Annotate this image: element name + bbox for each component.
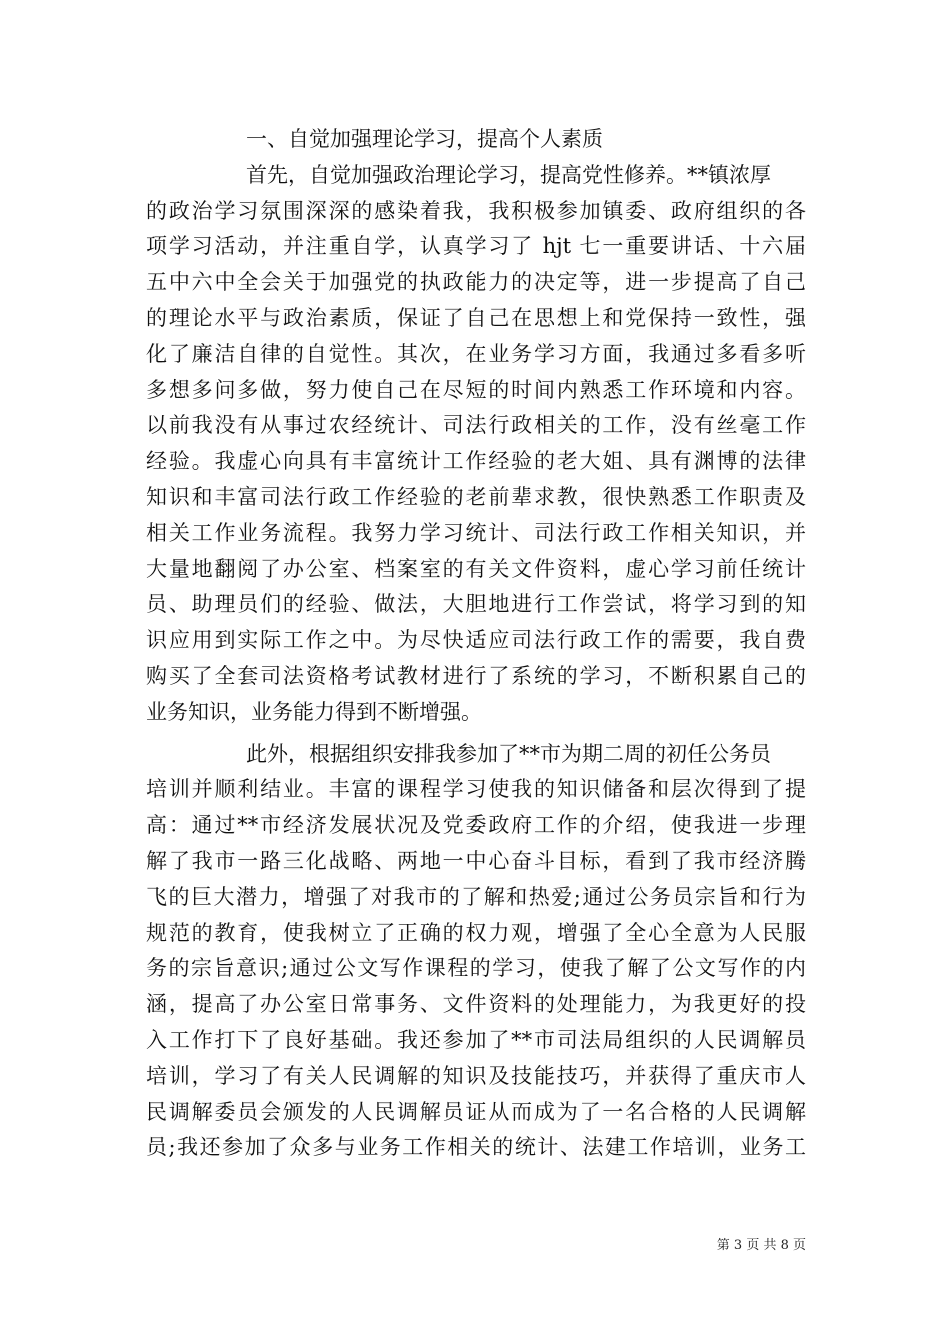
paragraph-line: 业务知识，业务能力得到不断增强。: [146, 699, 482, 724]
paragraph-line: 务的宗旨意识;通过公文写作课程的学习，使我了解了公文写作的内: [146, 956, 806, 981]
paragraph-line: 购买了全套司法资格考试教材进行了系统的学习，不断积累自己的: [146, 663, 806, 688]
paragraph-line: 此外，根据组织安排我参加了**市为期二周的初任公务员: [246, 741, 771, 766]
paragraph-line: 飞的巨大潜力，增强了对我市的了解和热爱;通过公务员宗旨和行为: [146, 884, 806, 909]
paragraph-line: 民调解委员会颁发的人民调解员证从而成为了一名合格的人民调解: [146, 1099, 806, 1124]
paragraph-line: 项学习活动，并注重自学，认真学习了 hjt 七一重要讲话、十六届: [146, 234, 806, 259]
paragraph-1: [146, 158, 806, 731]
paragraph-line: 五中六中全会关于加强党的执政能力的决定等，进一步提高了自己: [146, 270, 806, 295]
paragraph-line: 经验。我虚心向具有丰富统计工作经验的老大姐、具有渊博的法律: [146, 449, 806, 474]
paragraph-line: 规范的教育，使我树立了正确的权力观，增强了全心全意为人民服: [146, 920, 806, 945]
paragraph-line: 解了我市一路三化战略、两地一中心奋斗目标，看到了我市经济腾: [146, 848, 806, 873]
paragraph-line: 知识和丰富司法行政工作经验的老前辈求教，很快熟悉工作职责及: [146, 484, 806, 509]
paragraph-line: 入工作打下了良好基础。我还参加了**市司法局组织的人民调解员: [146, 1027, 806, 1052]
paragraph-line: 相关工作业务流程。我努力学习统计、司法行政工作相关知识，并: [146, 520, 806, 545]
paragraph-line: 高：通过**市经济发展状况及党委政府工作的介绍，使我进一步理: [146, 813, 806, 838]
paragraph-line: 以前我没有从事过农经统计、司法行政相关的工作，没有丝毫工作: [146, 413, 806, 438]
paragraph-line: 员;我还参加了众多与业务工作相关的统计、法建工作培训，业务工: [146, 1135, 806, 1160]
paragraph-line: 员、助理员们的经验、做法，大胆地进行工作尝试，将学习到的知: [146, 592, 806, 617]
paragraph-line: 多想多问多做，努力使自己在尽短的时间内熟悉工作环境和内容。: [146, 377, 806, 402]
paragraph-line: 培训，学习了有关人民调解的知识及技能技巧，并获得了重庆市人: [146, 1063, 806, 1088]
paragraph-line: 涵，提高了办公室日常事务、文件资料的处理能力，为我更好的投: [146, 992, 806, 1017]
page-number: 第 3 页 共 8 页: [716, 1238, 806, 1253]
document-body: [146, 122, 806, 1166]
paragraph-line: 培训并顺利结业。丰富的课程学习使我的知识储备和层次得到了提: [146, 777, 806, 802]
paragraph-line: 的理论水平与政治素质，保证了自己在思想上和党保持一致性，强: [146, 305, 806, 330]
paragraph-line: 识应用到实际工作之中。为尽快适应司法行政工作的需要，我自费: [146, 628, 806, 653]
paragraph-line: 化了廉洁自律的自觉性。其次，在业务学习方面，我通过多看多听: [146, 341, 806, 366]
section-heading: 一、自觉加强理论学习，提高个人素质: [246, 127, 603, 151]
paragraph-2: [146, 737, 806, 1167]
paragraph-line: 的政治学习氛围深深的感染着我，我积极参加镇委、政府组织的各: [146, 198, 806, 223]
paragraph-line: 大量地翻阅了办公室、档案室的有关文件资料，虚心学习前任统计: [146, 556, 806, 581]
paragraph-line: 首先，自觉加强政治理论学习，提高党性修养。**镇浓厚: [246, 162, 771, 187]
